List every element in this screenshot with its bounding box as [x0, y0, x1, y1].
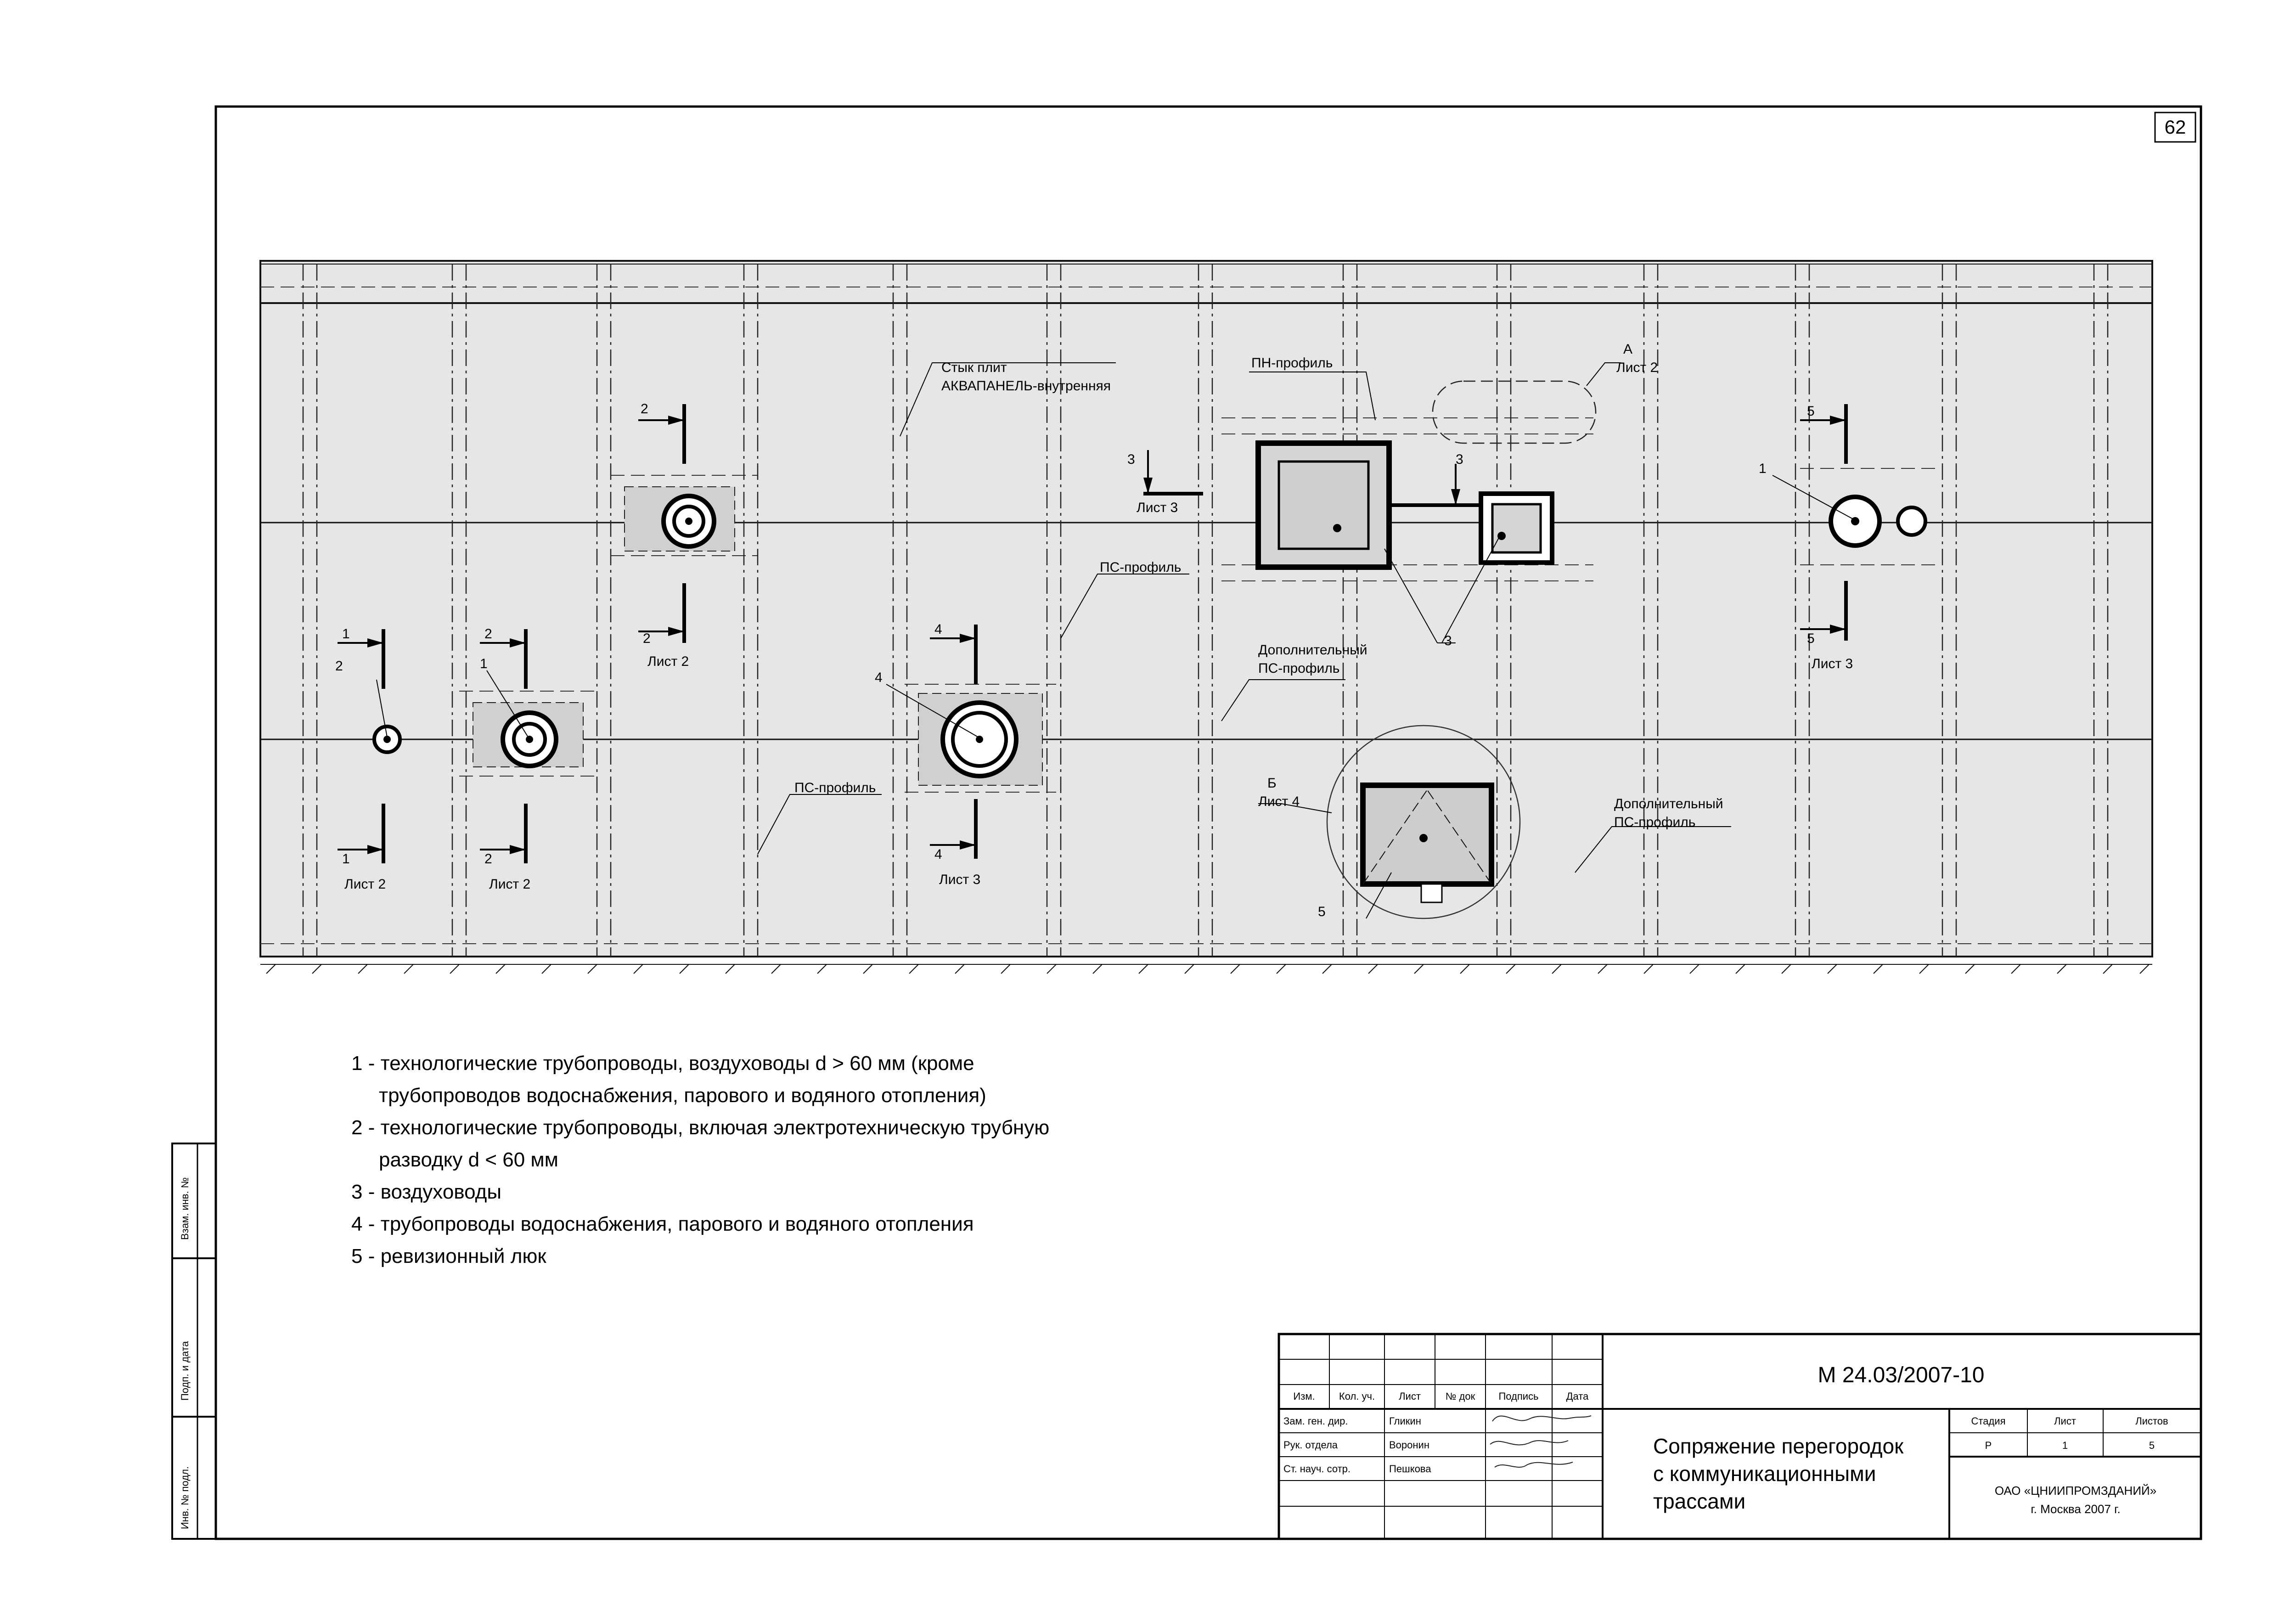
sheets-value: 5 [2149, 1440, 2155, 1451]
title-line-2: с коммуникационными [1653, 1462, 1876, 1486]
section-1-sheet: Лист 2 [344, 877, 386, 892]
callout-b-letter: Б [1267, 776, 1277, 791]
header-col-izm: Изм. [1293, 1391, 1315, 1402]
label-ps-profile-a: ПС-профиль [1100, 560, 1182, 575]
section-3-num: 3 [1127, 452, 1135, 467]
label-additional-a-2: ПС-профиль [1258, 661, 1340, 676]
legend-line-6: 4 - трубопроводы водоснабжения, парового и водяного отопления [351, 1213, 974, 1235]
legend-line-7: 5 - ревизионный люк [351, 1245, 546, 1267]
stage-header: Стадия [1971, 1415, 2006, 1427]
stage-value: Р [1985, 1440, 1992, 1451]
section-1-bottom-num: 1 [342, 851, 350, 867]
sheet-header: Лист [2054, 1415, 2076, 1427]
title-line-3: трассами [1653, 1489, 1746, 1513]
row-3-name: Пешкова [1389, 1463, 1431, 1475]
marker-duct-3b: 3 [1456, 452, 1463, 467]
section-5-sheet: Лист 3 [1812, 656, 1853, 671]
side-stamp-inv: Инв. № подл. [179, 1466, 191, 1529]
legend-line-3: 2 - технологические трубопроводы, включая электротехническую трубную [351, 1116, 1050, 1139]
row-3-role: Ст. науч. сотр. [1283, 1463, 1351, 1475]
title-line-1: Сопряжение перегородок [1653, 1434, 1904, 1458]
side-stamp-replace: Взам. инв. № [179, 1177, 191, 1240]
row-1-name: Гликин [1389, 1415, 1421, 1427]
marker-left-1: 1 [480, 656, 488, 671]
section-2-bottom-num: 2 [484, 851, 492, 867]
row-1-role: Зам. ген. дир. [1283, 1415, 1348, 1427]
marker-hatch-5: 5 [1318, 904, 1326, 919]
header-col-kol: Кол. уч. [1339, 1391, 1375, 1402]
doc-code: М 24.03/2007-10 [1818, 1363, 1985, 1387]
page-number: 62 [2164, 116, 2186, 138]
callout-a-sheet: Лист 2 [1616, 360, 1658, 375]
callout-a-letter: А [1623, 342, 1633, 357]
section-4-top-num: 4 [934, 622, 942, 637]
org-name: ОАО «ЦНИИПРОМЗДАНИЙ» [1994, 1484, 2157, 1498]
section-4-sheet: Лист 3 [939, 872, 981, 887]
marker-right-1: 1 [1759, 461, 1767, 476]
label-additional-b-1: Дополнительный [1614, 796, 1723, 811]
section-2b-sheet: Лист 2 [647, 654, 689, 669]
label-joint-2: АКВАПАНЕЛЬ-внутренняя [941, 378, 1111, 394]
signatures [1490, 1416, 1591, 1467]
label-additional-a-1: Дополнительный [1258, 642, 1367, 658]
pipe-small-left [374, 726, 400, 752]
legend-line-1: 1 - технологические трубопроводы, воздуховоды d > 60 мм (кроме [351, 1052, 974, 1075]
duct-small [1481, 494, 1552, 563]
side-stamp-sign: Подп. и дата [179, 1341, 191, 1401]
section-1-top-num: 1 [342, 626, 350, 642]
label-ps-profile-b: ПС-профиль [794, 780, 876, 795]
pipe-lower-left [473, 703, 583, 767]
row-2-name: Воронин [1389, 1439, 1429, 1451]
callout-b-sheet: Лист 4 [1258, 794, 1300, 809]
legend-line-2: трубопроводов водоснабжения, парового и водяного отопления) [379, 1084, 986, 1107]
header-col-sign: Подпись [1498, 1391, 1539, 1402]
side-stamp [172, 1143, 216, 1539]
marker-center-4: 4 [875, 670, 883, 685]
sheet-value: 1 [2062, 1440, 2068, 1451]
label-joint-1: Стык плит [941, 360, 1007, 375]
legend-line-5: 3 - воздуховоды [351, 1181, 501, 1203]
section-2-sheet: Лист 2 [489, 877, 531, 892]
section-4-bottom-num: 4 [934, 847, 942, 862]
legend [351, 1052, 1049, 1267]
label-pn-profile: ПН-профиль [1251, 355, 1333, 371]
legend-line-4: разводку d < 60 мм [379, 1149, 558, 1171]
section-2b-top-num: 2 [641, 401, 648, 417]
marker-duct-3a: 3 [1444, 633, 1452, 648]
header-col-list: Лист [1399, 1391, 1421, 1402]
sheets-header: Листов [2135, 1415, 2168, 1427]
section-5-bottom-num: 5 [1807, 631, 1815, 646]
section-2b-bottom-num: 2 [643, 631, 651, 646]
row-2-role: Рук. отдела [1283, 1439, 1338, 1451]
wall-elevation [260, 261, 2152, 974]
marker-left-2: 2 [335, 659, 343, 674]
pipe-center [918, 693, 1042, 785]
header-col-doc: № док [1445, 1391, 1475, 1402]
pipe-upper-left [625, 487, 735, 551]
section-3-sheet: Лист 3 [1137, 500, 1178, 515]
label-additional-b-2: ПС-профиль [1614, 815, 1696, 830]
org-city: г. Москва 2007 г. [2031, 1502, 2121, 1516]
section-2-top-num: 2 [484, 626, 492, 642]
header-col-date: Дата [1566, 1391, 1589, 1402]
section-5-top-num: 5 [1807, 404, 1815, 419]
